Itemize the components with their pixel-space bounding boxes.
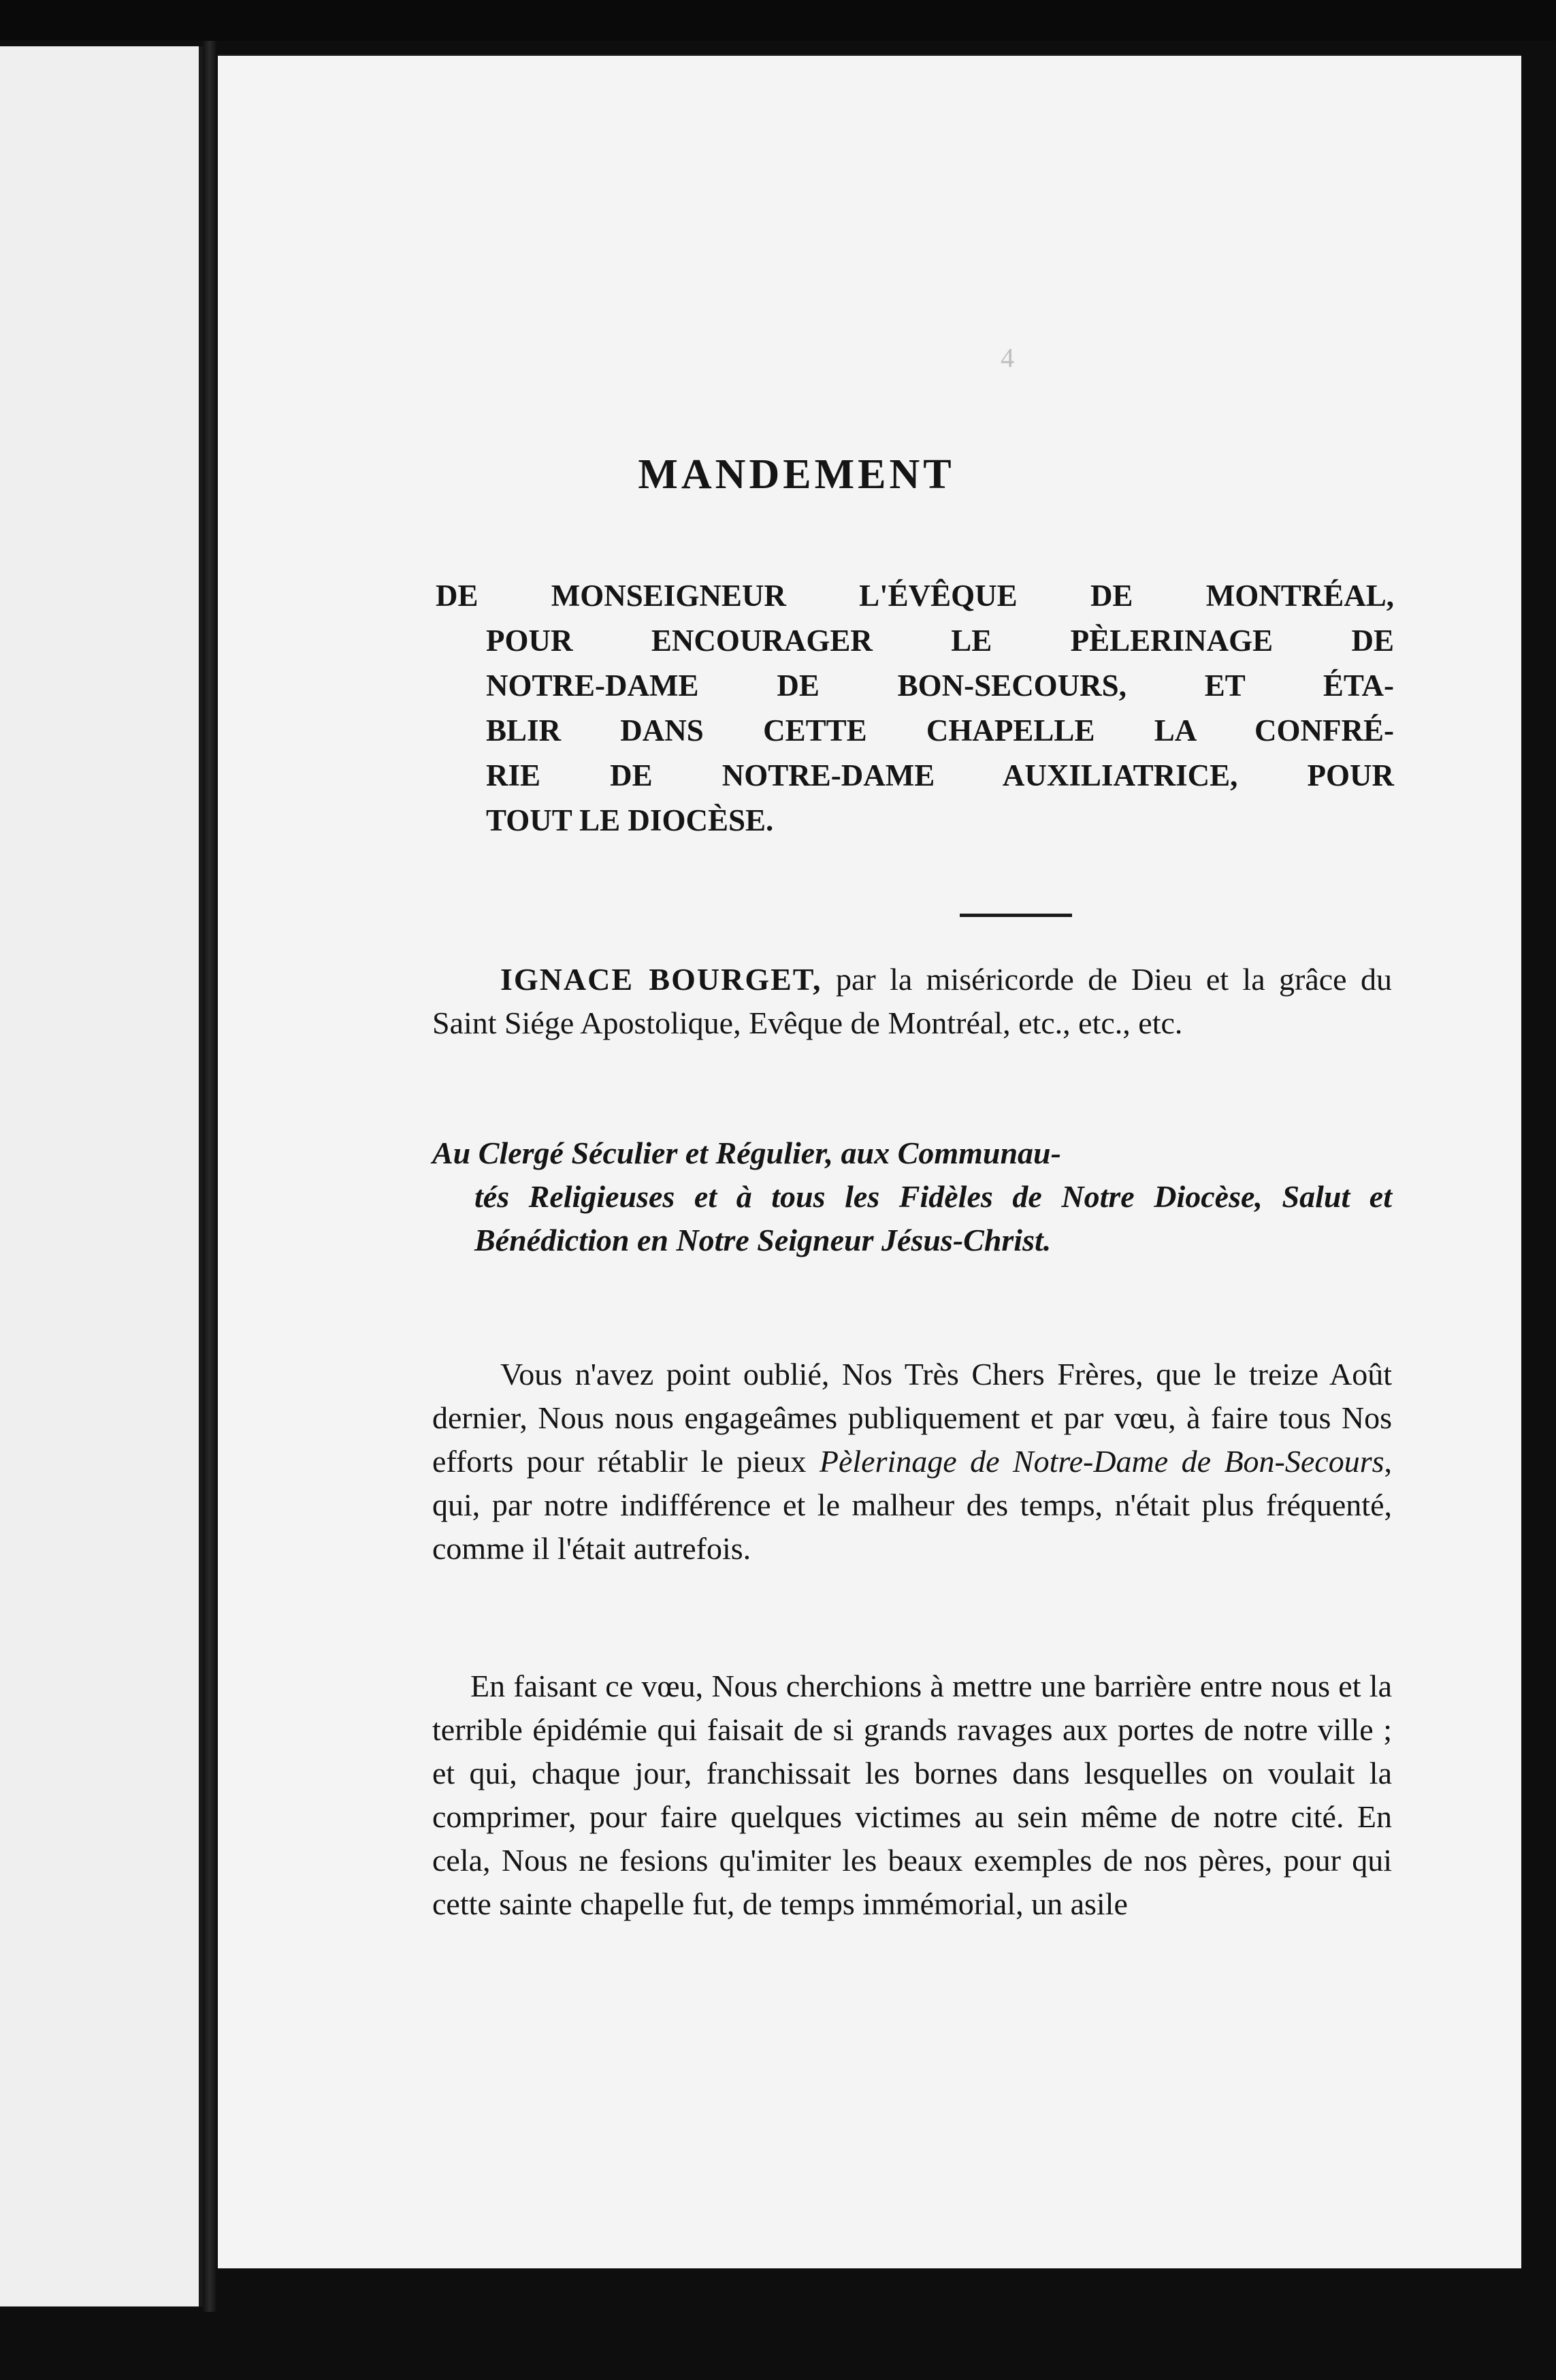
body1-text-a: Vous n'avez point oublié, Nos Très Chers Frères, que le treize Août dernier, Nous nous engageâmes publiquement et par vœu, à faire tous Nos efforts pour rétablir le pieux bbox=[432, 1357, 1392, 1479]
heading-line: POUR ENCOURAGER LE PÈLERINAGE DE bbox=[486, 624, 1394, 658]
heading-line: DE MONSEIGNEUR L'ÉVÊQUE DE MONTRÉAL, bbox=[436, 579, 1394, 613]
scan-frame-top bbox=[0, 0, 1556, 41]
signer-name: IGNACE BOURGET, bbox=[500, 962, 822, 997]
address-continuation: tés Religieuses et à tous les Fidèles de Notre Diocèse, Salut et Bénédiction en Notre Seigneur Jésus-Christ. bbox=[474, 1179, 1392, 1257]
address-paragraph bbox=[432, 1131, 1392, 1262]
body-paragraph-2: En faisant ce vœu, Nous cherchions à mettre une barrière entre nous et la terrible épidémie qui faisait de si grands ravages aux portes de notre ville ; et qui, chaque jour, franchissait les bornes dans lesquelles on voulait la comprimer, pour faire quelques victimes au sein même de notre cité. En cela, Nous ne fesions qu'imiter les beaux exemples de nos pères, pour qui cette sainte chapelle fut, de temps immémorial, un asile bbox=[432, 1669, 1392, 1921]
body1-italic: Pèlerinage de Notre-Dame de Bon-Secours bbox=[819, 1444, 1384, 1479]
heading-line: NOTRE-DAME DE BON-SECOURS, ET ÉTA- bbox=[486, 669, 1394, 703]
address-first-line: Au Clergé Séculier et Régulier, aux Communau- bbox=[432, 1136, 1061, 1170]
page-number: 4 bbox=[1001, 342, 1014, 373]
document-title: MANDEMENT bbox=[638, 451, 955, 498]
divider-rule bbox=[960, 914, 1072, 917]
scan-frame-bottom bbox=[0, 2312, 1556, 2380]
book-spine bbox=[203, 41, 216, 2315]
body-paragraph-1 bbox=[432, 1353, 1392, 1571]
facing-page bbox=[0, 46, 203, 2306]
heading-line: RIE DE NOTRE-DAME AUXILIATRICE, POUR bbox=[486, 758, 1394, 792]
body1-text-b: , qui, par notre indifférence et le malheur des temps, n'était plus fréquenté, comme il l'était autrefois. bbox=[432, 1444, 1392, 1566]
signer-paragraph bbox=[432, 958, 1392, 1045]
signer-title: par la miséricorde de Dieu et la grâce du Saint Siége Apostolique, Evêque de Montréal, etc., etc., etc. bbox=[432, 962, 1392, 1040]
heading-line: BLIR DANS CETTE CHAPELLE LA CONFRÉ- bbox=[486, 713, 1394, 747]
document-page bbox=[218, 54, 1521, 2268]
heading-line: TOUT LE DIOCÈSE. bbox=[486, 803, 774, 837]
document-heading bbox=[436, 573, 1394, 843]
